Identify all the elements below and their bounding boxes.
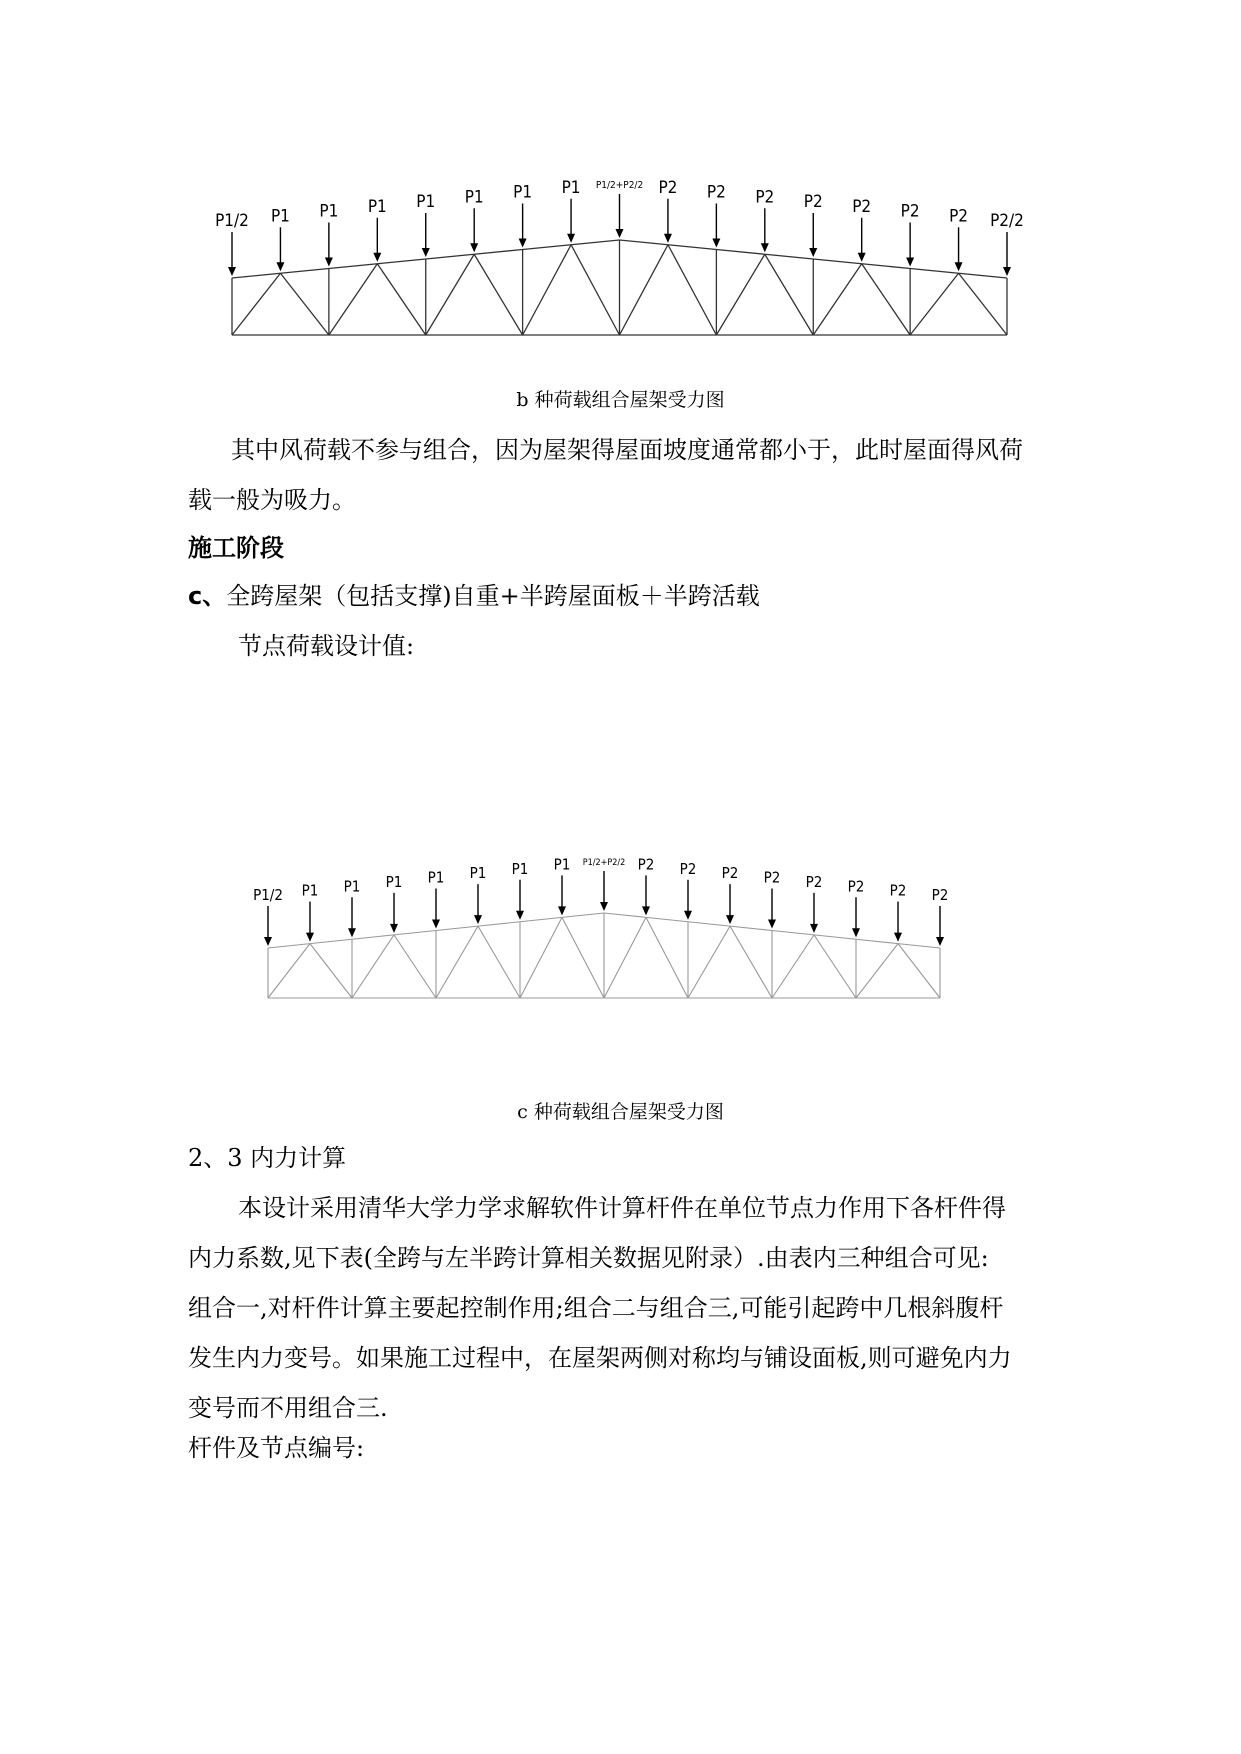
diagonal-member: [436, 926, 478, 998]
diagonal-member: [523, 245, 571, 335]
load-arrow-head: [894, 933, 902, 942]
load-label: P1: [367, 196, 387, 217]
diagonal-member: [232, 273, 280, 335]
paragraph-calc-line3: 组合一,对杆件计算主要起控制作用;组合二与组合三,可能引起跨中几根斜腹杆: [188, 1294, 1004, 1322]
diagonal-member: [478, 926, 520, 998]
diagonal-member: [268, 944, 310, 998]
load-arrow-head: [422, 248, 430, 257]
item-c-text: 全跨屋架（包括支撑)自重+半跨屋面板＋半跨活载: [226, 582, 760, 610]
diagonal-member: [329, 264, 377, 335]
truss-diagram-c: [0, 840, 1241, 1010]
load-arrow-head: [600, 902, 608, 911]
load-label: P1: [270, 206, 290, 227]
load-arrow-head: [852, 928, 860, 937]
load-label: P2: [658, 177, 678, 198]
load-arrow-head: [642, 906, 650, 915]
load-arrow-head: [373, 253, 381, 262]
load-arrow-head: [228, 267, 236, 276]
load-label: P1: [469, 864, 487, 883]
diagonal-member: [856, 944, 898, 998]
load-arrow-head: [519, 239, 527, 248]
diagonal-member: [604, 917, 646, 998]
load-label: P2: [763, 868, 781, 887]
load-arrow-head: [616, 229, 624, 238]
load-arrow-head: [390, 924, 398, 933]
load-arrow-head: [810, 924, 818, 933]
load-arrow-head: [809, 248, 817, 257]
load-label: P1: [553, 855, 571, 874]
load-arrow-head: [558, 906, 566, 915]
item-c: [188, 581, 760, 611]
load-label: P1: [301, 881, 319, 900]
load-arrow-head: [955, 262, 963, 271]
load-arrow-head: [664, 234, 672, 243]
load-arrow-head: [348, 928, 356, 937]
diagonal-member: [352, 935, 394, 998]
diagonal-member: [646, 917, 688, 998]
load-label: P1/2: [253, 886, 283, 904]
load-label: P1/2: [215, 211, 249, 231]
load-arrow-head: [432, 920, 440, 929]
load-label: P2: [721, 864, 739, 883]
load-label: P2: [949, 206, 969, 227]
load-arrow-head: [276, 262, 284, 271]
load-label: P1: [561, 177, 581, 198]
load-arrow-head: [474, 915, 482, 924]
load-label: P1/2+P2/2: [595, 180, 644, 191]
diagonal-member: [474, 254, 522, 335]
diagonal-member: [814, 935, 856, 998]
load-arrow-head: [712, 239, 720, 248]
paragraph-calc-line2: 内力系数,见下表(全跨与左半跨计算相关数据见附录）.由表内三种组合可见:: [188, 1244, 989, 1272]
load-arrow-head: [1003, 267, 1011, 276]
diagonal-member: [426, 254, 474, 335]
load-arrow-head: [516, 911, 524, 920]
load-arrow-head: [906, 258, 914, 267]
load-label: P1: [464, 187, 484, 208]
load-label: P2: [755, 187, 775, 208]
load-label: P2: [803, 192, 823, 212]
diagonal-member: [910, 273, 958, 335]
diagonal-member: [688, 926, 730, 998]
load-arrow-head: [325, 258, 333, 267]
load-arrow-head: [567, 234, 575, 243]
load-label: P1: [343, 877, 361, 896]
truss-diagram-b: [0, 140, 1241, 340]
node-load-label: 节点荷载设计值:: [238, 632, 415, 660]
truss-figure-b: [0, 140, 1241, 340]
paragraph-wind-line1: 其中风荷载不参与组合，因为屋架得屋面坡度通常都小于，此时屋面得风荷: [231, 436, 1023, 464]
diagonal-member: [571, 245, 619, 335]
load-label: P2: [805, 872, 823, 891]
diagonal-member: [394, 935, 436, 998]
diagonal-member: [377, 264, 425, 335]
load-arrow-head: [768, 920, 776, 929]
section-2-3-heading: 2、3 内力计算: [188, 1144, 347, 1172]
diagonal-member: [280, 273, 328, 335]
load-label: P2: [637, 855, 655, 874]
figure-b-caption: b 种荷载组合屋架受力图: [516, 389, 725, 411]
load-arrow-head: [470, 243, 478, 252]
load-arrow-head: [761, 243, 769, 252]
load-label: P1/2+P2/2: [582, 858, 626, 868]
paragraph-wind-line2: 载一般为吸力。: [188, 486, 356, 514]
diagonal-member: [620, 245, 668, 335]
diagonal-member: [772, 935, 814, 998]
load-arrow-head: [264, 937, 272, 946]
load-label: P1: [513, 182, 533, 203]
load-arrow-head: [726, 915, 734, 924]
load-label: P2: [900, 201, 920, 222]
truss-figure-c: [0, 840, 1241, 1010]
load-label: P2: [889, 881, 907, 900]
diagonal-member: [813, 264, 861, 335]
load-label: P2: [706, 182, 726, 203]
load-arrow-head: [684, 911, 692, 920]
load-label: P1: [385, 872, 403, 891]
diagonal-member: [562, 917, 604, 998]
load-label: P1: [427, 868, 445, 887]
diagonal-member: [765, 254, 813, 335]
figure-c-caption: c 种荷载组合屋架受力图: [517, 1101, 724, 1123]
load-label: P2: [931, 886, 949, 904]
diagonal-member: [310, 944, 352, 998]
diagonal-member: [898, 944, 940, 998]
load-label: P1: [511, 859, 529, 878]
load-label: P2: [679, 859, 697, 878]
paragraph-calc-line4: 发生内力变号。如果施工过程中，在屋架两侧对称均与铺设面板,则可避免内力: [188, 1344, 1012, 1372]
load-label: P1: [319, 201, 339, 222]
paragraph-calc-line1: 本设计采用清华大学力学求解软件计算杆件在单位节点力作用下各杆件得: [238, 1194, 1006, 1222]
load-label: P1: [416, 192, 436, 212]
diagonal-member: [668, 245, 716, 335]
diagonal-member: [959, 273, 1007, 335]
load-arrow-head: [936, 937, 944, 946]
load-arrow-head: [858, 253, 866, 262]
diagonal-member: [716, 254, 764, 335]
load-label: P2: [852, 196, 872, 217]
load-arrow-head: [306, 933, 314, 942]
paragraph-calc-line5: 变号而不用组合三.: [188, 1394, 388, 1422]
load-label: P2/2: [990, 211, 1024, 231]
diagonal-member: [862, 264, 910, 335]
member-node-numbering-label: 杆件及节点编号:: [188, 1434, 365, 1462]
load-label: P2: [847, 877, 865, 896]
diagonal-member: [520, 917, 562, 998]
heading-construction-stage: 施工阶段: [188, 534, 284, 562]
diagonal-member: [730, 926, 772, 998]
item-c-prefix: c、: [188, 582, 227, 610]
